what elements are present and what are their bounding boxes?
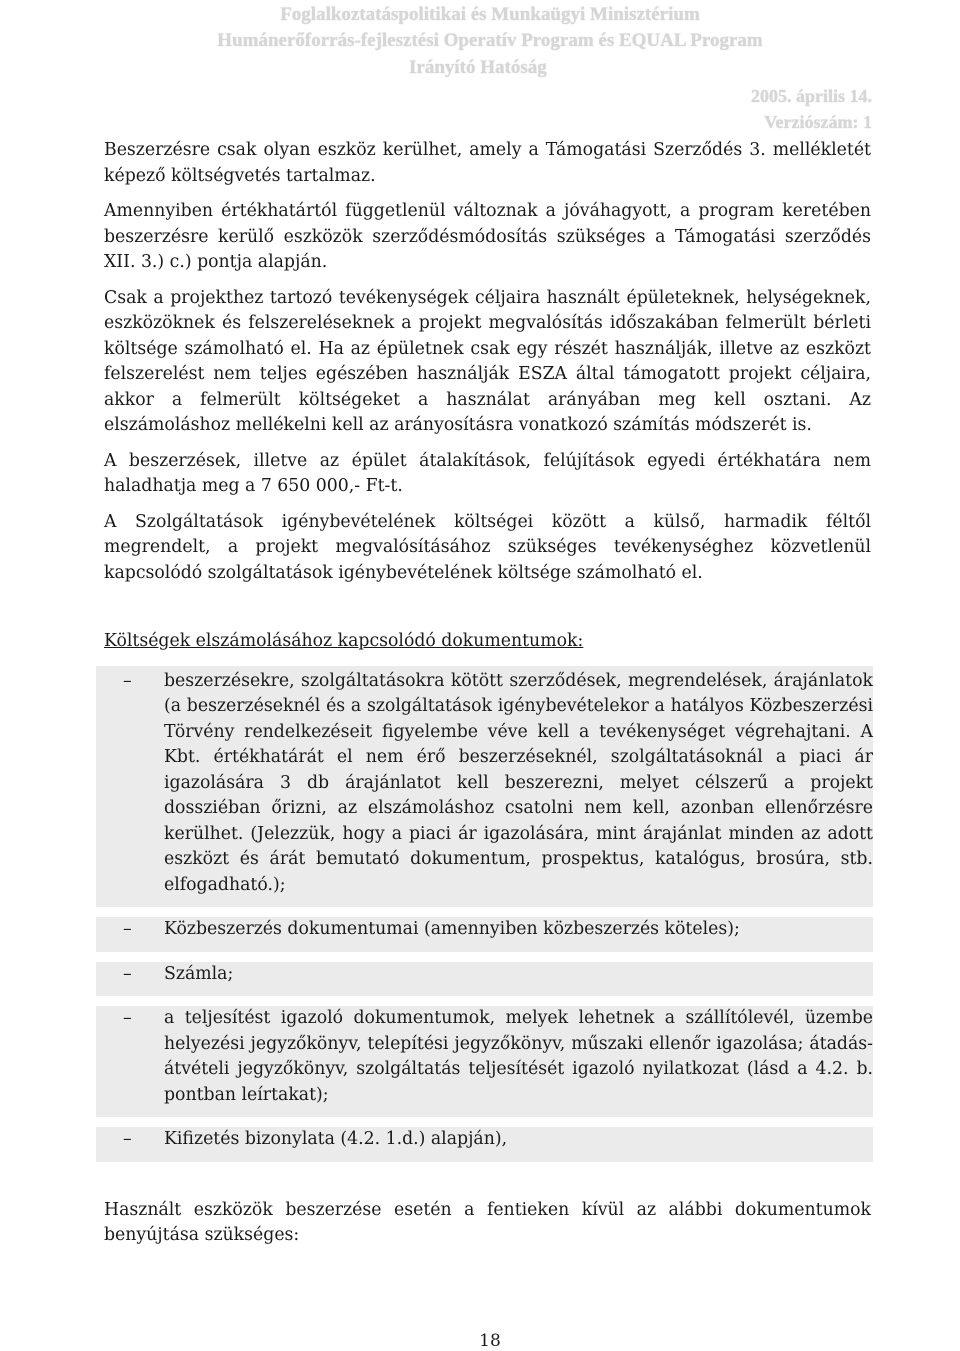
list-item-text: Közbeszerzés dokumentumai (amennyiben közbeszerzés köteles); — [164, 919, 740, 939]
list-item — [96, 907, 873, 952]
document-body — [104, 138, 871, 1249]
list-item-text: beszerzésekre, szolgáltatásokra kötött szerződések, megrendelések, árajánlatok (a beszerzéseknél és a szolgáltatások igénybevételekor a hatályos Közbeszerzési Törvény rendelkezéseit figyelembe véve kell a tevékenységet végrehajtani. A Kbt. értékhatárát el nem érő beszerzéseknél, szolgáltatásoknál a piaci ár igazolására 3 db árajánlatot kell beszerezni, melyet célszerű a projekt dossziéban őrizni, az elszámoláshoz csatolni nem kell, azonban ellenőrzésre kerülhet. (Jelezzük, hogy a piaci ár igazolására, mint árajánlat minden az adott eszközt és árát bemutató dokumentum, prospektus, katalógus, brosúra, stb. elfogadható.); — [164, 670, 873, 895]
list-item — [96, 996, 873, 1117]
paragraph-services: A Szolgáltatások igénybevételének költségei között a külső, harmadik féltől megrendelt, a projekt megvalósításához szükséges tevékenységhez közvetlenül kapcsolódó szolgáltatások igénybevételének költsége számolható el. — [104, 511, 871, 583]
section-heading: Költségek elszámolásához kapcsolódó dokumentumok: — [104, 631, 584, 651]
list-item-text: Kifizetés bizonylata (4.2. 1.d.) alapján), — [164, 1129, 508, 1149]
list-item — [96, 952, 873, 997]
header-ministry: Foglalkoztatáspolitikai és Munkaügyi Minisztérium — [280, 4, 700, 25]
list-item — [96, 1117, 873, 1162]
paragraph-contract-modification: Amennyiben értékhatártól függetlenül változnak a jóváhagyott, a program keretében beszerzésre kerülő eszközök szerződésmódosítás szükséges a Támogatási szerződés XII. 3.) c.) pontja alapján. — [104, 201, 871, 272]
dash-bullet: – — [123, 1008, 132, 1028]
documents-list — [96, 666, 873, 1162]
paragraph-value-limit: A beszerzések, illetve az épület átalakítások, felújítások egyedi értékhatára nem haladhatja meg a 7 650 000,- Ft-t. — [104, 450, 871, 496]
header-authority: Irányító Hatóság — [409, 57, 547, 78]
page-number: 18 — [479, 1331, 501, 1351]
dash-bullet: – — [123, 919, 132, 939]
paragraph-used-equipment: Használt eszközök beszerzése esetén a fentieken kívül az alábbi dokumentumok benyújtása szükséges: — [104, 1199, 871, 1245]
dash-bullet: – — [123, 670, 132, 691]
paragraph-rental-costs: Csak a projekthez tartozó tevékenységek céljaira használt épületeknek, helységeknek, eszközöknek és felszereléseknek a projekt megvalósítás időszakában felmerült bérleti költsége számolható el. Ha az épületnek csak egy részét használják, illetve az eszközt felszerelést nem teljes egészében használják ESZA által támogatott projekt céljaira, akkor a felmerült költségeket a használat arányában meg kell osztani. Az elszámoláshoz mellékelni kell az arányosításra vonatkozó számítás módszerét is. — [104, 287, 871, 435]
dash-bullet: – — [123, 1129, 132, 1149]
list-item-text: a teljesítést igazoló dokumentumok, melyek lehetnek a szállítólevél, üzembe helyezési jegyzőkönyv, telepítési jegyzőkönyv, műszaki ellenőr igazolása; átadás-átvételi jegyzőkönyv, szolgáltatás teljesítését igazoló nyilatkozat (lásd a 4.2. b. pontban leírtakat); — [164, 1008, 873, 1105]
header-date: 2005. április 14. — [750, 86, 872, 106]
header-program: Humánerőforrás-fejlesztési Operatív Program és EQUAL Program — [217, 30, 763, 51]
header-version: Verziószám: 1 — [764, 112, 872, 132]
list-item-text: Számla; — [164, 963, 234, 984]
dash-bullet: – — [123, 963, 132, 984]
paragraph-procurement: Beszerzésre csak olyan eszköz kerülhet, amely a Támogatási Szerződés 3. mellékletét képező költségvetés tartalmaz. — [104, 140, 871, 186]
list-item — [96, 666, 873, 908]
